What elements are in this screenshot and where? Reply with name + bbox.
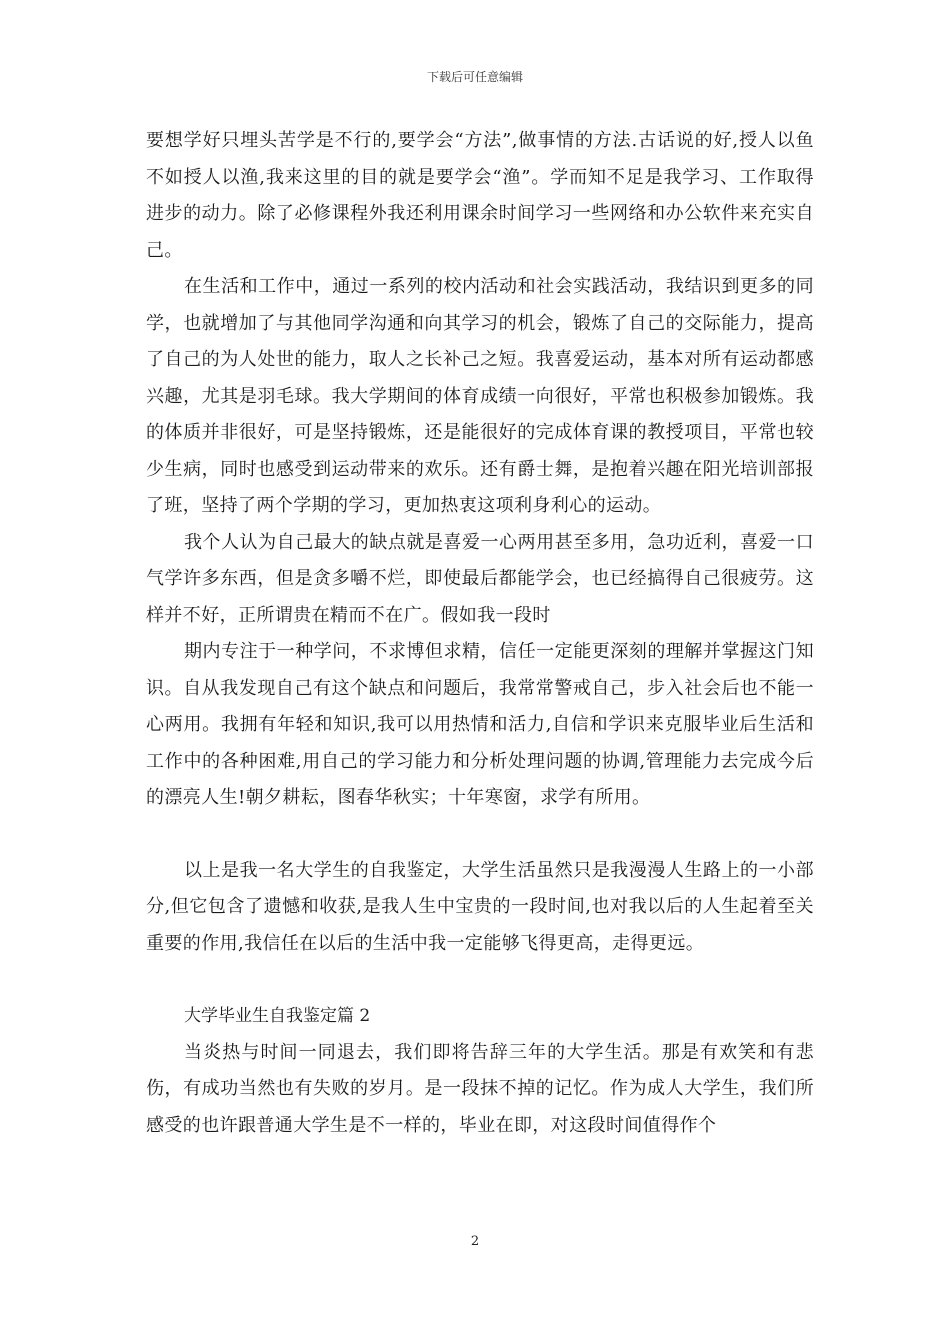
paragraph-spacer: [146, 817, 814, 853]
page-header: 下载后可任意编辑: [426, 70, 523, 84]
section-spacer: [146, 962, 814, 998]
paragraph-shortcomings: 我个人认为自己最大的缺点就是喜爱一心两用甚至多用，急功近利，喜爱一口气学许多东西，但是贪多嚼不烂，即使最后都能学会，也已经搞得自己很疲劳。这样并不好，正所谓贵在精而不在广。假如我一段时: [146, 531, 814, 626]
page-number: 2: [470, 1234, 480, 1249]
paragraph-section2-intro: 当炎热与时间一同退去，我们即将告辞三年的大学生活。那是有欢笑和有悲伤，有成功当然也有失败的岁月。是一段抹不掉的记忆。作为成人大学生，我们所感受的也许跟普通大学生是不一样的，毕业在即，对这段时间值得作个: [146, 1041, 814, 1136]
section-heading: 大学毕业生自我鉴定篇 2: [184, 1006, 371, 1026]
document-body: [146, 123, 814, 1144]
paragraph-study-method: 要想学好只埋头苦学是不行的,要学会“方法”,做事情的方法.古话说的好,授人以鱼不如授人以渔,我来这里的目的就是要学会“渔”。学而知不足是我学习、工作取得进步的动力。除了必修课程外我还利用课余时间学习一些网络和办公软件来充实自己。: [146, 130, 814, 261]
paragraph-life-and-work: 在生活和工作中，通过一系列的校内活动和社会实践活动，我结识到更多的同学，也就增加了与其他同学沟通和向其学习的机会，锻炼了自己的交际能力，提高了自己的为人处世的能力，取人之长补己之短。我喜爱运动，基本对所有运动都感兴趣，尤其是羽毛球。我大学期间的体育成绩一向很好，平常也积极参加锻炼。我的体质并非很好，可是坚持锻炼，还是能很好的完成体育课的教授项目，平常也较少生病，同时也感受到运动带来的欢乐。还有爵士舞，是抱着兴趣在阳光培训部报了班，坚持了两个学期的学习，更加热衷这项利身利心的运动。: [146, 276, 814, 516]
paragraph-conclusion: 以上是我一名大学生的自我鉴定，大学生活虽然只是我漫漫人生路上的一小部分,但它包含了遗憾和收获,是我人生中宝贵的一段时间,也对我以后的人生起着至关重要的作用,我信任在以后的生活中我一定能够飞得更高，走得更远。: [146, 859, 814, 954]
paragraph-focus: 期内专注于一种学问，不求博但求精，信任一定能更深刻的理解并掌握这门知识。自从我发现自己有这个缺点和问题后，我常常警戒自己，步入社会后也不能一心两用。我拥有年轻和知识,我可以用热情和活力,自信和学识来克服毕业后生活和工作中的各种困难,用自己的学习能力和分析处理问题的协调,管理能力去完成今后的漂亮人生!朝夕耕耘，图春华秋实；十年寒窗，求学有所用。: [146, 641, 814, 808]
